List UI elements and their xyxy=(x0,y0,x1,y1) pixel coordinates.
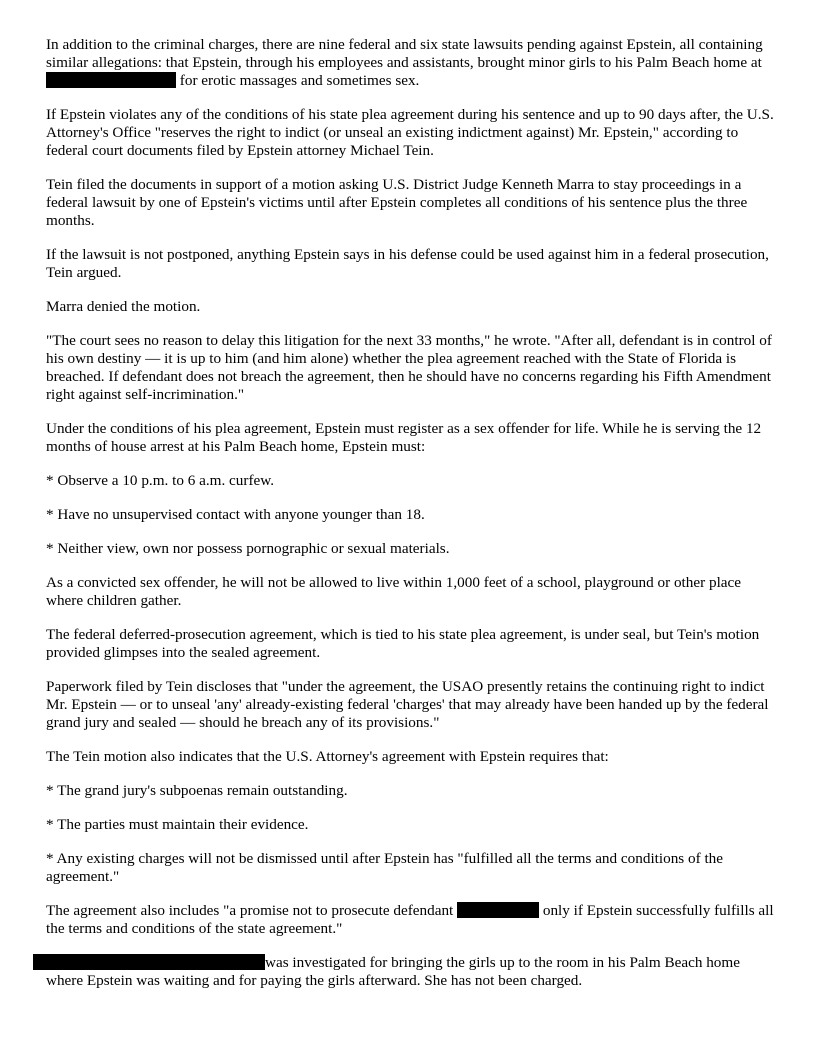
paragraph-investigation xyxy=(46,954,776,990)
paragraph-paperwork: Paperwork filed by Tein discloses that "under the agreement, the USAO presently retains the continuing right to indict Mr. Epstein — or to unseal 'any' already-existing federal 'charges' that may already have been handed up by the federal grand jury and sealed — should he breach any of its provisions." xyxy=(46,678,769,731)
article-body xyxy=(46,36,776,1006)
redaction-block xyxy=(46,72,176,88)
bullet-evidence: * The parties must maintain their evidence. xyxy=(46,816,309,833)
paragraph-postponement: If the lawsuit is not postponed, anything Epstein says in his defense could be used against him in a federal prosecution, Tein argued. xyxy=(46,246,769,281)
paragraph-text: In addition to the criminal charges, there are nine federal and six state lawsuits pending against Epstein, all containing similar allegations: that Epstein, through his employees and assistants, brought minor girls to his Palm Beach home at xyxy=(46,36,763,71)
paragraph-plea-violation: If Epstein violates any of the conditions of his state plea agreement during his sentence and up to 90 days after, the U.S. Attorney's Office "reserves the right to indict (or unseal an existing indictment against) Mr. Epstein," according to federal court documents filed by Epstein attorney Michael Tein. xyxy=(46,106,774,159)
bullet-no-materials: * Neither view, own nor possess pornographic or sexual materials. xyxy=(46,540,450,557)
paragraph-text: only if Epstein successfully fulfills all the terms and conditions of the state agreement." xyxy=(46,902,774,937)
redaction-block xyxy=(33,954,265,970)
paragraph-court-quote: "The court sees no reason to delay this litigation for the next 33 months," he wrote. "After all, defendant is in control of his own destiny — it is up to him (and him alone) whether the plea agreement reached with the State of Florida is breached. If defendant does not breach the agreement, then he should have no concerns regarding his Fifth Amendment right against self-incrimination." xyxy=(46,332,772,403)
redaction-block xyxy=(457,902,539,918)
paragraph-promise xyxy=(46,902,776,938)
bullet-no-contact: * Have no unsupervised contact with anyone younger than 18. xyxy=(46,506,425,523)
paragraph-text: The agreement also includes "a promise not to prosecute defendant xyxy=(46,902,454,919)
paragraph-requirements: The Tein motion also indicates that the U.S. Attorney's agreement with Epstein requires that: xyxy=(46,748,609,765)
bullet-curfew: * Observe a 10 p.m. to 6 a.m. curfew. xyxy=(46,472,275,489)
paragraph-residence: As a convicted sex offender, he will not be allowed to live within 1,000 feet of a school, playground or other place where children gather. xyxy=(46,574,742,609)
paragraph-federal-agreement: The federal deferred-prosecution agreement, which is tied to his state plea agreement, is under seal, but Tein's motion provided glimpses into the sealed agreement. xyxy=(46,626,760,661)
bullet-charges: * Any existing charges will not be dismissed until after Epstein has "fulfilled all the terms and conditions of the agreement." xyxy=(46,850,723,885)
paragraph-plea-conditions: Under the conditions of his plea agreement, Epstein must register as a sex offender for life. While he is serving the 12 months of house arrest at his Palm Beach home, Epstein must: xyxy=(46,420,762,455)
paragraph-lawsuits xyxy=(46,36,776,90)
paragraph-text: was investigated for bringing the girls up to the room in his Palm Beach home where Epstein was waiting and for paying the girls afterward. She has not been charged. xyxy=(46,954,740,989)
paragraph-tein-motion: Tein filed the documents in support of a motion asking U.S. District Judge Kenneth Marra to stay proceedings in a federal lawsuit by one of Epstein's victims until after Epstein completes all conditions of his sentence plus the three months. xyxy=(46,176,748,229)
bullet-subpoenas: * The grand jury's subpoenas remain outstanding. xyxy=(46,782,348,799)
paragraph-motion-denied: Marra denied the motion. xyxy=(46,298,201,315)
paragraph-text: for erotic massages and sometimes sex. xyxy=(179,72,420,89)
